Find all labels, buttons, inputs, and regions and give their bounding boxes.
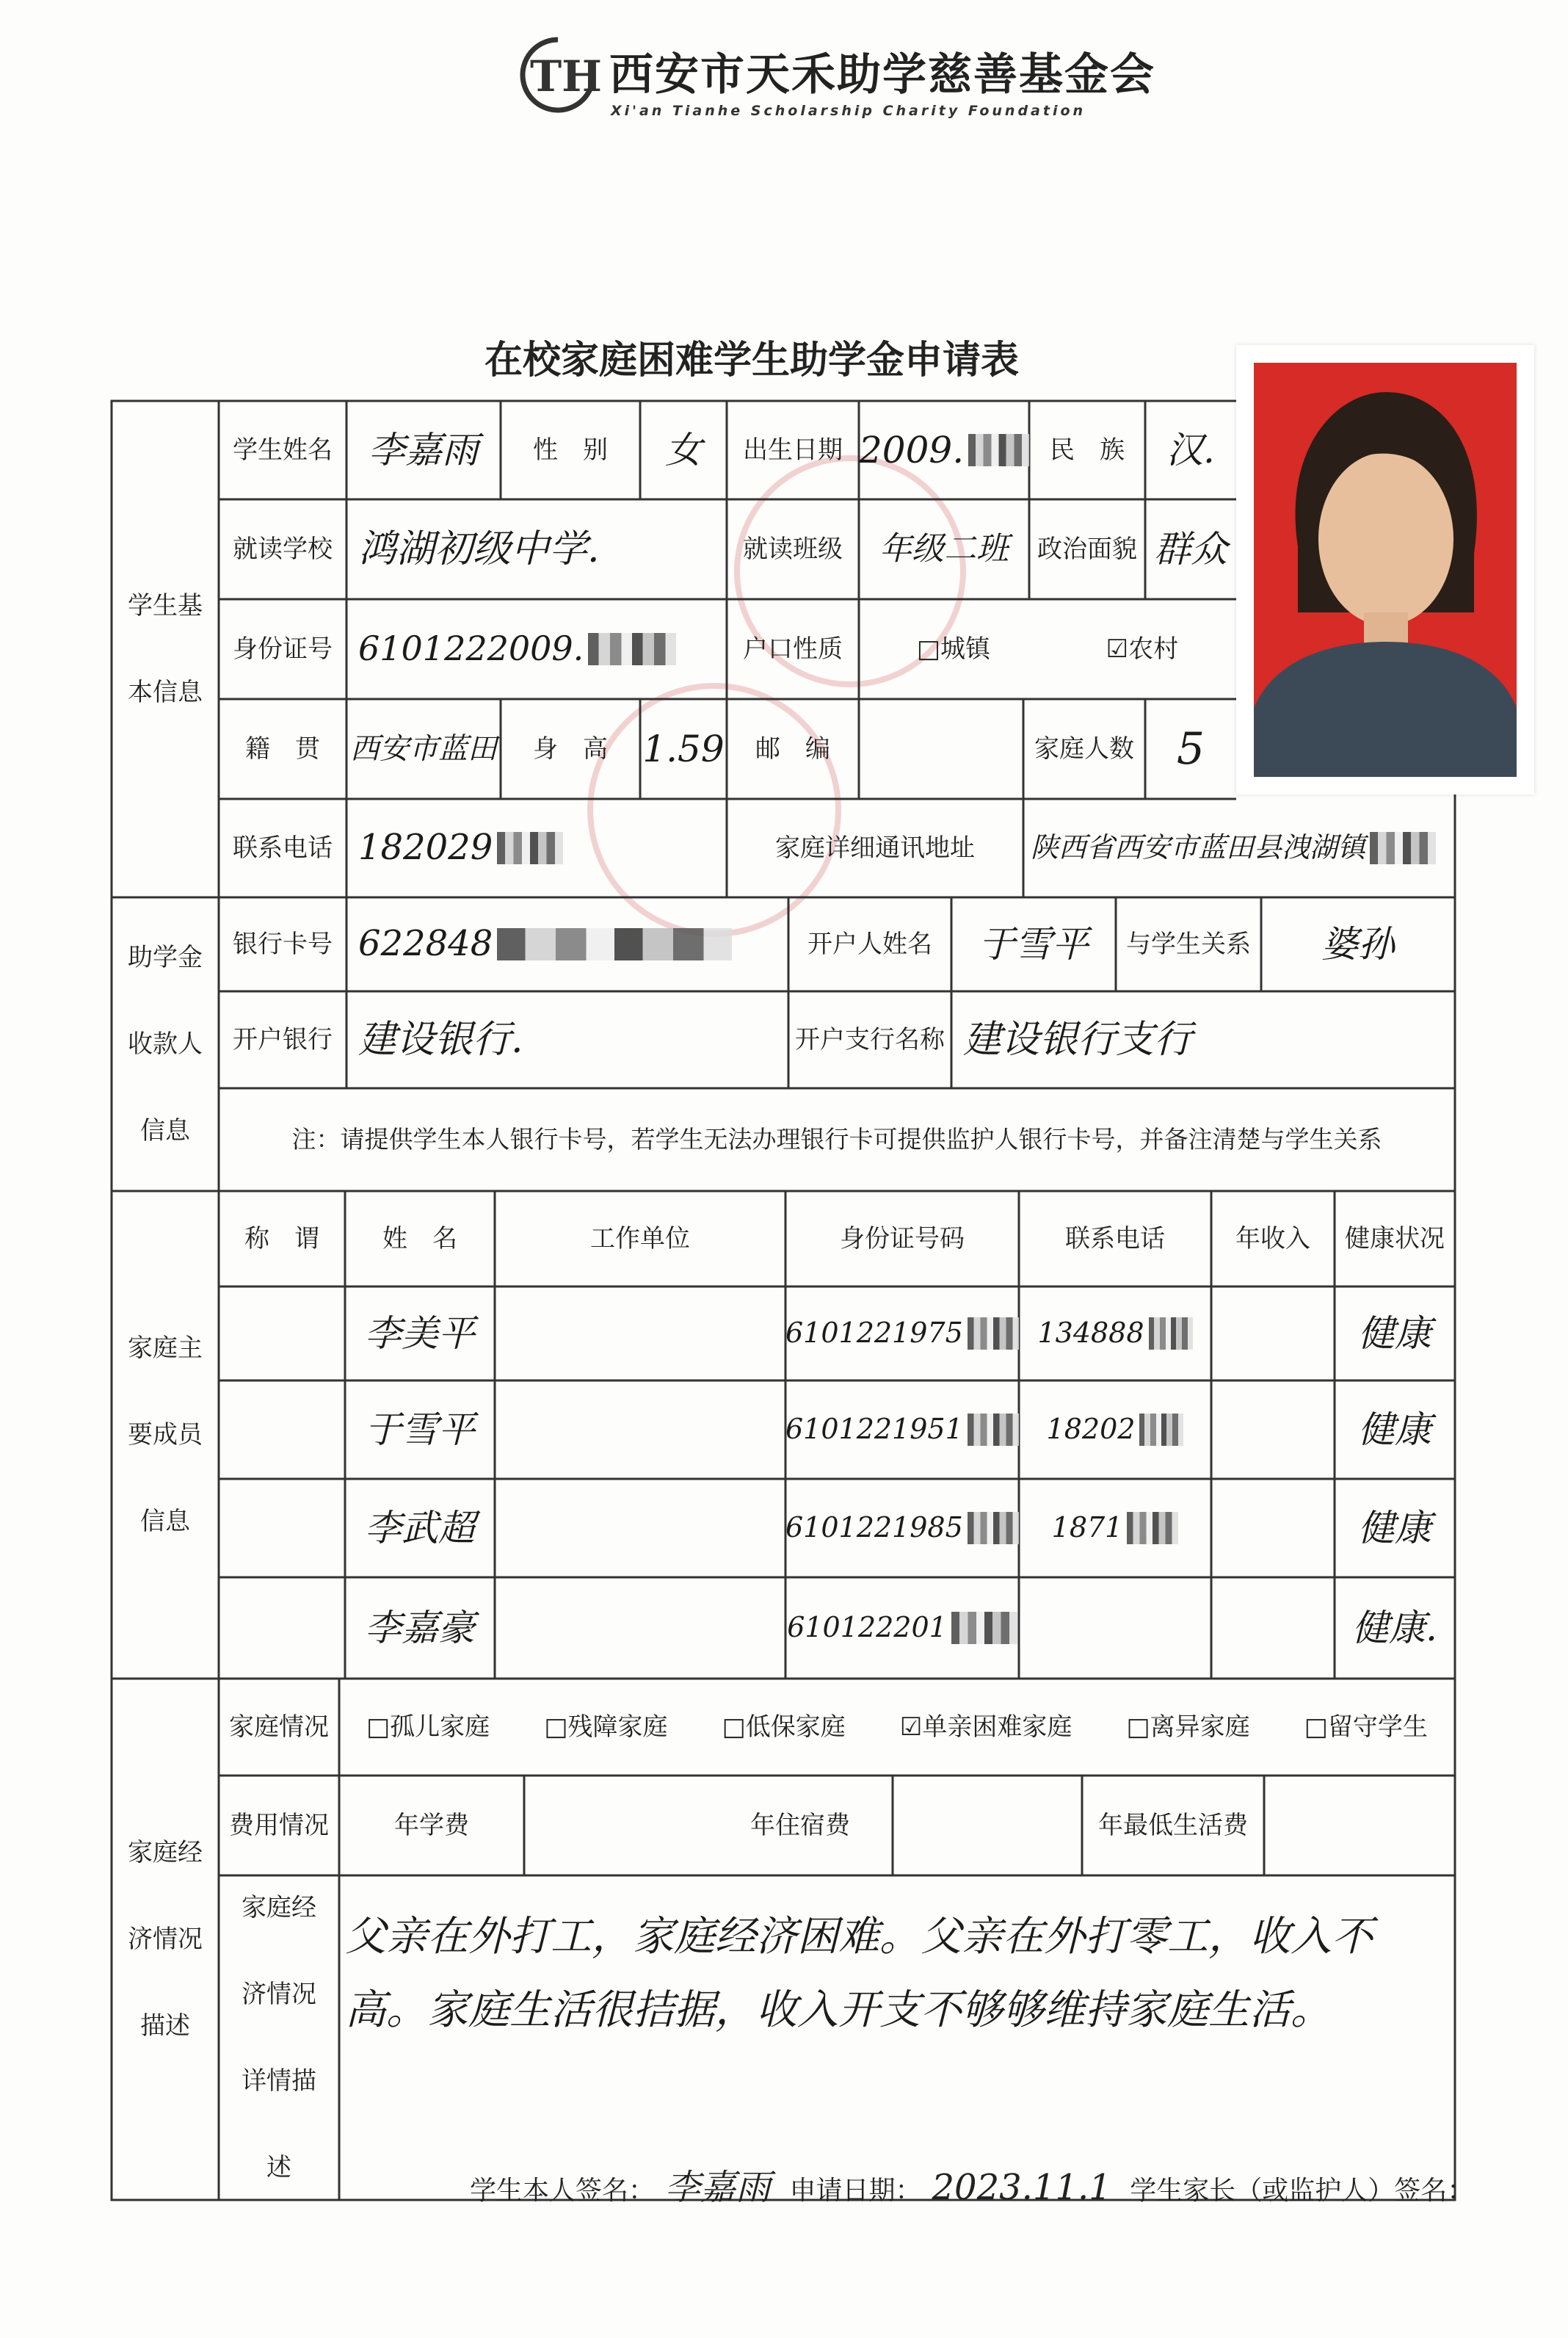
member-phone: [1019, 1577, 1211, 1679]
member-col-name: 姓 名: [382, 1223, 457, 1253]
political-status-value: 群众: [1154, 528, 1227, 571]
member-phone: 18202: [1019, 1380, 1211, 1479]
lodging-label: 年住宿费: [750, 1810, 850, 1840]
signature-row: [470, 2159, 1473, 2209]
member-phone: 134888: [1019, 1286, 1211, 1380]
class-value: 年级二班: [879, 529, 1009, 568]
redaction-mosaic: [588, 633, 676, 665]
id-number-value: 6101222009.: [346, 599, 727, 699]
redaction-mosaic: [1139, 1414, 1183, 1446]
member-col-title: 称 谓: [244, 1223, 319, 1253]
hukou-rural-checkbox[interactable]: ☑农村: [1106, 634, 1179, 664]
address-label: 家庭详细通讯地址: [775, 833, 975, 863]
family-situation-label: 家庭情况: [229, 1712, 329, 1742]
member-health: 健康.: [1352, 1607, 1437, 1649]
ethnicity-label: 民 族: [1050, 435, 1125, 465]
redaction-mosaic: [968, 1317, 1019, 1350]
native-place-value: 西安市蓝田: [350, 732, 497, 766]
tuition-label: 年学费: [394, 1810, 469, 1840]
divorced-family-checkbox[interactable]: □离异家庭: [1126, 1712, 1250, 1742]
address-value: 陕西省西安市蓝田县洩湖镇: [1023, 799, 1462, 897]
postcode-value: [859, 699, 1023, 799]
member-name: 李嘉豪: [365, 1607, 475, 1649]
tuition-value: [524, 1776, 708, 1875]
redaction-mosaic: [951, 1612, 1017, 1644]
member-health: 健康: [1358, 1507, 1431, 1549]
family-size-value: 5: [1176, 723, 1205, 775]
member-name: 于雪平: [365, 1408, 475, 1451]
redaction-mosaic: [968, 434, 1029, 466]
school-label: 就读学校: [233, 534, 333, 564]
parent-signature-label: 学生家长（或监护人）签名：: [1130, 2176, 1474, 2206]
section-student-info: 学生基本信息: [128, 591, 203, 707]
student-name-value: 李嘉雨: [369, 429, 479, 471]
hukou-urban-checkbox[interactable]: □城镇: [916, 634, 990, 664]
cost-label: 费用情况: [229, 1810, 329, 1840]
orphan-family-checkbox[interactable]: □孤儿家庭: [366, 1712, 490, 1742]
gender-value: 女: [665, 429, 702, 471]
bank-name-value: 建设银行.: [358, 1017, 523, 1062]
section-payee-info: 助学金收款人信息: [128, 943, 203, 1146]
redaction-mosaic: [968, 1414, 1019, 1446]
redaction-mosaic: [497, 832, 563, 864]
single-parent-family-checkbox[interactable]: ☑单亲困难家庭: [899, 1712, 1072, 1742]
member-col-income: 年收入: [1235, 1223, 1310, 1253]
redaction-mosaic: [1370, 832, 1436, 864]
class-label: 就读班级: [743, 534, 843, 564]
apply-date-value: 2023.11.1: [932, 2167, 1111, 2208]
relation-value: 婆孙: [1321, 923, 1395, 966]
svg-text:TH: TH: [530, 51, 602, 101]
branch-label: 开户支行名称: [795, 1024, 945, 1054]
member-id: 6101221975: [785, 1286, 1019, 1380]
org-name-en: Xi'an Tianhe Scholarship Charity Foundation: [611, 103, 1086, 119]
branch-value: 建设银行支行: [963, 1017, 1193, 1062]
left-behind-student-checkbox[interactable]: □留守学生: [1304, 1712, 1428, 1742]
section-family-members: 家庭主要成员信息: [128, 1333, 203, 1536]
birth-date-value: 2009.: [859, 401, 1029, 499]
redaction-mosaic: [968, 1512, 1019, 1544]
school-value: 鸿湖初级中学.: [358, 526, 600, 571]
member-phone: 1871: [1019, 1479, 1211, 1577]
bank-card-value: 622848: [346, 897, 800, 991]
member-id: 6101221985: [785, 1479, 1019, 1577]
member-name: 李美平: [365, 1312, 475, 1355]
postcode-label: 邮 编: [755, 734, 830, 764]
student-signature-label: 学生本人签名：: [470, 2176, 656, 2206]
hukou-options: [859, 599, 1236, 699]
member-col-work: 工作单位: [590, 1223, 690, 1253]
phone-value: 182029: [346, 799, 738, 897]
family-size-label: 家庭人数: [1034, 734, 1134, 764]
living-cost-label: 年最低生活费: [1098, 1810, 1248, 1840]
phone-label: 联系电话: [233, 833, 333, 863]
political-status-label: 政治面貌: [1037, 534, 1137, 564]
redaction-mosaic: [1127, 1512, 1178, 1544]
economy-detail-label: 家庭经济情况详情描述: [242, 1893, 316, 2182]
low-income-family-checkbox[interactable]: □低保家庭: [722, 1712, 846, 1742]
native-place-label: 籍 贯: [245, 734, 320, 764]
account-holder-value: 于雪平: [979, 923, 1089, 966]
form-title: 在校家庭困难学生助学金申请表: [484, 339, 1020, 383]
height-value: 1.59: [642, 728, 725, 770]
living-cost-value: [1264, 1776, 1455, 1875]
section-economy: 家庭经济情况描述: [128, 1838, 203, 2041]
apply-date-label: 申请日期：: [789, 2176, 922, 2206]
birth-date-label: 出生日期: [743, 435, 843, 465]
student-signature: 李嘉雨: [665, 2167, 772, 2208]
student-portrait-image: [1254, 363, 1517, 777]
bank-card-label: 银行卡号: [233, 929, 333, 959]
ethnicity-value: 汉.: [1166, 429, 1215, 471]
account-holder-label: 开户人姓名: [807, 929, 932, 959]
economy-detail-text: 父亲在外打工，家庭经济困难。父亲在外打零工，收入不高。家庭生活很拮据，收入开支不够够维持家庭生活。: [345, 1913, 1373, 2034]
gender-label: 性 别: [533, 435, 608, 465]
member-name: 李武超: [365, 1507, 475, 1549]
relation-label: 与学生关系: [1126, 929, 1251, 959]
bank-name-label: 开户银行: [233, 1024, 333, 1054]
student-photo: [1236, 345, 1534, 795]
member-health: 健康: [1358, 1312, 1431, 1355]
family-situation-options: [339, 1679, 1455, 1776]
student-name-label: 学生姓名: [233, 435, 333, 465]
redaction-mosaic: [497, 928, 732, 960]
member-col-health: 健康状况: [1345, 1223, 1445, 1253]
id-number-label: 身份证号: [233, 634, 333, 664]
redaction-mosaic: [1149, 1317, 1193, 1350]
member-health: 健康: [1358, 1408, 1431, 1451]
hukou-label: 户口性质: [743, 634, 843, 664]
member-id: 6101221951: [785, 1380, 1019, 1479]
member-id: 610122201: [785, 1577, 1019, 1679]
org-name: 西安市天禾助学慈善基金会: [609, 49, 1155, 101]
member-col-phone: 联系电话: [1065, 1223, 1165, 1253]
height-label: 身 高: [533, 734, 608, 764]
lodging-value: [893, 1776, 1082, 1875]
bank-card-note: 注：请提供学生本人银行卡号，若学生无法办理银行卡可提供监护人银行卡号，并备注清楚与学生关系: [291, 1125, 1382, 1154]
disabled-family-checkbox[interactable]: □残障家庭: [544, 1712, 668, 1742]
member-col-id: 身份证号码: [840, 1223, 965, 1253]
